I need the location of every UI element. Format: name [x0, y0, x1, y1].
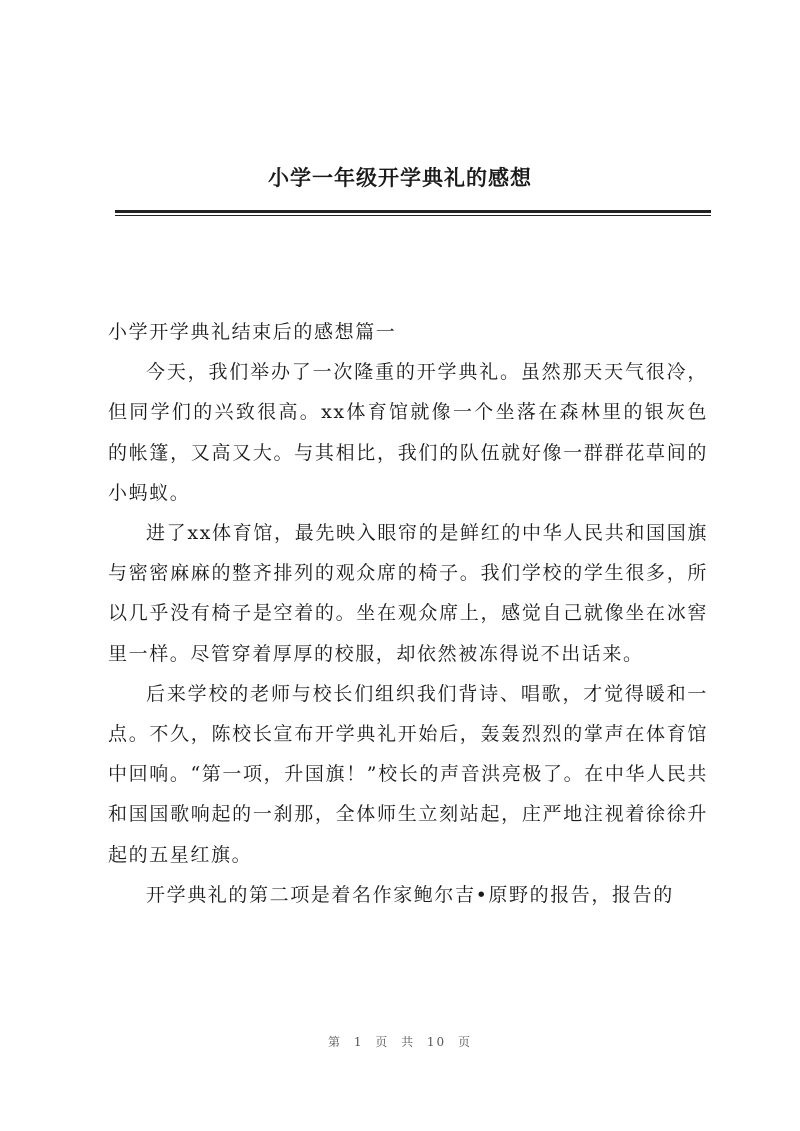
body-paragraph-4: 开学典礼的第二项是着名作家鲍尔吉•原野的报告，报告的 [146, 883, 674, 906]
body-paragraph-3: 后来学校的老师与校长们组织我们背诗、唱歌，才觉得暖和一点。不久，陈校长宣布开学典礼开始后，轰轰烈烈的掌声在体育馆中回响。“第一项，升国旗！”校长的声音洪亮极了。在中华人民共和国国歌响起的一刹那，全体师生立刻站起，庄严地注视着徐徐升起的五星红旗。 [108, 682, 708, 866]
document-body [108, 312, 708, 915]
body-paragraph-2: 进了xx体育馆，最先映入眼帘的是鲜红的中华人民共和国国旗与密密麻麻的整齐排列的观众席的椅子。我们学校的学生很多，所以几乎没有椅子是空着的。坐在观众席上，感觉自己就像坐在冰窖里一样。尽管穿着厚厚的校服，却依然被冻得说不出话来。 [108, 522, 708, 665]
title-underline-divider [115, 210, 711, 216]
document-title: 小学一年级开学典礼的感想 [268, 165, 532, 190]
body-paragraph-1: 今天，我们举办了一次隆重的开学典礼。虽然那天天气很冷，但同学们的兴致很高。xx体育馆就像一个坐落在森林里的银灰色的帐篷，又高又大。与其相比，我们的队伍就好像一群群花草间的小蚂蚁。 [108, 361, 708, 504]
section-heading: 小学开学典礼结束后的感想篇一 [108, 321, 397, 343]
page-number-footer: 第 1 页 共 10 页 [328, 1035, 472, 1049]
